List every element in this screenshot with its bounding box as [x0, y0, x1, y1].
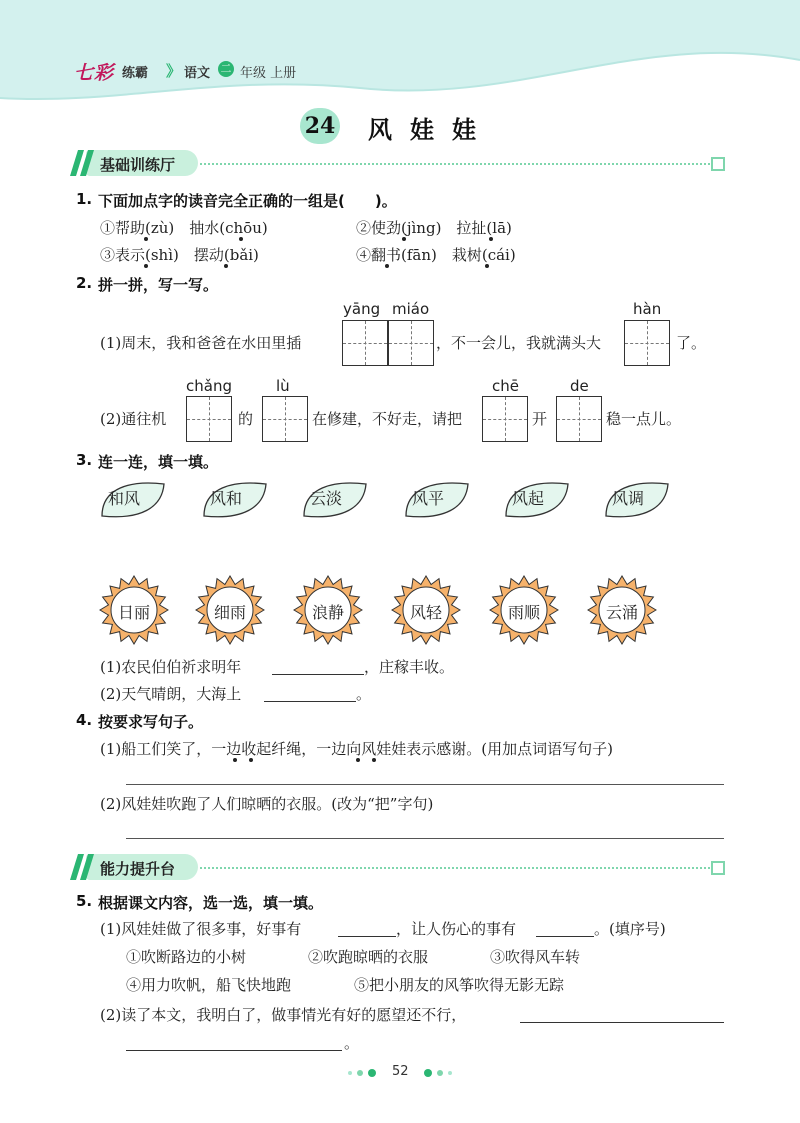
emphasis-dot — [489, 237, 493, 241]
writing-grid-cell[interactable] — [624, 320, 670, 366]
q2-line2-de: 的 — [238, 410, 254, 428]
grade-number-badge: 二 — [218, 61, 234, 77]
q2-number: 2. — [76, 274, 93, 292]
answer-blank[interactable] — [272, 674, 364, 675]
emphasis-dot — [233, 758, 237, 762]
pinyin-han: hàn — [633, 300, 662, 318]
q3-fill1-suffix: ，庄稼丰收。 — [364, 658, 455, 676]
lesson-title: 风娃娃 — [368, 115, 494, 144]
q2-stem: 拼一拼，写一写。 — [98, 276, 219, 294]
q2-line2-suffix: 稳一点儿。 — [606, 410, 682, 428]
lesson-number-badge: 24 — [300, 108, 340, 144]
emphasis-dot — [239, 237, 243, 241]
q3-number: 3. — [76, 451, 93, 469]
brand-sub: 练霸 — [122, 66, 149, 81]
sun-word[interactable]: 浪静 — [312, 603, 345, 622]
q5-line1-a: (1)风娃娃做了很多事，好事有 — [100, 920, 302, 938]
section-divider — [200, 163, 710, 165]
emphasis-dot — [372, 758, 376, 762]
section-stripes-icon — [70, 148, 98, 178]
pinyin-che: chē — [492, 377, 519, 395]
q2-line2-kai: 开 — [532, 410, 548, 428]
answer-blank[interactable] — [264, 701, 356, 702]
q5-line3-end: 。 — [344, 1034, 360, 1052]
q5-stem: 根据课文内容，选一选，填一填。 — [98, 894, 324, 912]
emphasis-dot — [385, 264, 389, 268]
answer-blank[interactable] — [126, 1050, 342, 1051]
section-end-square-icon — [711, 861, 725, 875]
q1-option-4: ④翻书(fān) 栽树(cái) — [356, 246, 516, 264]
emphasis-dot — [402, 237, 406, 241]
q5-option: ③吹得风车转 — [490, 948, 581, 966]
q3-fill1-prefix: (1)农民伯伯祈求明年 — [100, 658, 242, 676]
brand-logo: 七彩 — [74, 62, 115, 84]
writing-grid-cell[interactable] — [556, 396, 602, 442]
answer-blank[interactable] — [536, 936, 594, 937]
q5-option: ④用力吹帆，船飞快地跑 — [126, 976, 292, 994]
writing-grid-cell[interactable] — [482, 396, 528, 442]
q5-option: ②吹跑晾晒的衣服 — [308, 948, 429, 966]
answer-blank[interactable] — [338, 936, 396, 937]
writing-grid-cell[interactable] — [388, 320, 434, 366]
emphasis-dot — [144, 237, 148, 241]
pinyin-chang: chǎng — [186, 377, 232, 395]
answer-line[interactable] — [126, 838, 724, 839]
q3-stem: 连一连，填一填。 — [98, 453, 219, 471]
pinyin-yang: yāng — [343, 300, 381, 318]
section-stripes-icon — [70, 852, 98, 882]
answer-line[interactable] — [126, 784, 724, 785]
leaf-word[interactable]: 风起 — [512, 489, 545, 508]
sun-word[interactable]: 风轻 — [410, 603, 443, 622]
pinyin-miao: miáo — [392, 300, 430, 318]
q2-line1-prefix: (1)周末，我和爸爸在水田里插 — [100, 334, 302, 352]
leaf-word[interactable]: 云淡 — [310, 489, 343, 508]
emphasis-dot — [249, 758, 253, 762]
section-title-advanced: 能力提升台 — [100, 860, 176, 878]
q1-option-3: ③表示(shì) 摆动(bǎi) — [100, 246, 259, 264]
leaf-word[interactable]: 和风 — [108, 489, 141, 508]
q4-number: 4. — [76, 711, 93, 729]
q5-line1-c: 。(填序号) — [594, 920, 666, 938]
sun-word[interactable]: 雨顺 — [508, 603, 541, 622]
q5-line2: (2)读了本文，我明白了，做事情光有好的愿望还不行， — [100, 1006, 467, 1024]
section-title-basic: 基础训练厅 — [100, 156, 176, 174]
section-end-square-icon — [711, 157, 725, 171]
emphasis-dot — [485, 264, 489, 268]
q5-line1-b: ，让人伤心的事有 — [396, 920, 517, 938]
leaf-word[interactable]: 风和 — [210, 489, 243, 508]
writing-grid-cell[interactable] — [262, 396, 308, 442]
q2-line1-middle: ，不一会儿，我就满头大 — [436, 334, 602, 352]
emphasis-dot — [144, 264, 148, 268]
leaf-word[interactable]: 风平 — [412, 489, 445, 508]
writing-grid-cell[interactable] — [342, 320, 388, 366]
q3-fill2-suffix: 。 — [356, 685, 372, 703]
q1-stem: 下面加点字的读音完全正确的一组是( )。 — [98, 192, 397, 210]
q2-line1-suffix: 了。 — [676, 334, 707, 352]
emphasis-dot — [224, 264, 228, 268]
sun-word[interactable]: 日丽 — [118, 603, 151, 622]
q1-option-2: ②使劲(jìng) 拉扯(lā) — [356, 219, 512, 237]
q5-option: ⑤把小朋友的风筝吹得无影无踪 — [354, 976, 565, 994]
q4-sentence-1: (1)船工们笑了，一边收起纤绳，一边向风娃娃表示感谢。(用加点词语写句子) — [100, 740, 613, 758]
q3-fill2-prefix: (2)天气晴朗，大海上 — [100, 685, 242, 703]
answer-blank[interactable] — [520, 1022, 724, 1023]
leaf-word[interactable]: 风调 — [612, 489, 645, 508]
pinyin-lu: lù — [276, 377, 290, 395]
chevron-icon: 》 — [166, 62, 182, 80]
q2-line2-middle: 在修建，不好走，请把 — [312, 410, 463, 428]
q5-option: ①吹断路边的小树 — [126, 948, 247, 966]
q4-sentence-2: (2)风娃娃吹跑了人们晾晒的衣服。(改为“把”字句) — [100, 795, 434, 813]
sun-word[interactable]: 云涌 — [606, 603, 639, 622]
pinyin-de: de — [570, 377, 589, 395]
page-number: 52 — [392, 1064, 409, 1079]
grade-label: 年级 上册 — [240, 66, 297, 81]
q5-number: 5. — [76, 892, 93, 910]
q1-number: 1. — [76, 190, 93, 208]
header-wave-background — [0, 0, 800, 110]
writing-grid-cell[interactable] — [186, 396, 232, 442]
q4-stem: 按要求写句子。 — [98, 713, 204, 731]
section-divider — [200, 867, 710, 869]
subject-label: 语文 — [184, 66, 211, 81]
emphasis-dot — [356, 758, 360, 762]
q2-line2-prefix: (2)通往机 — [100, 410, 167, 428]
sun-word[interactable]: 细雨 — [214, 603, 247, 622]
q1-option-1: ①帮助(zù) 抽水(chōu) — [100, 219, 268, 237]
